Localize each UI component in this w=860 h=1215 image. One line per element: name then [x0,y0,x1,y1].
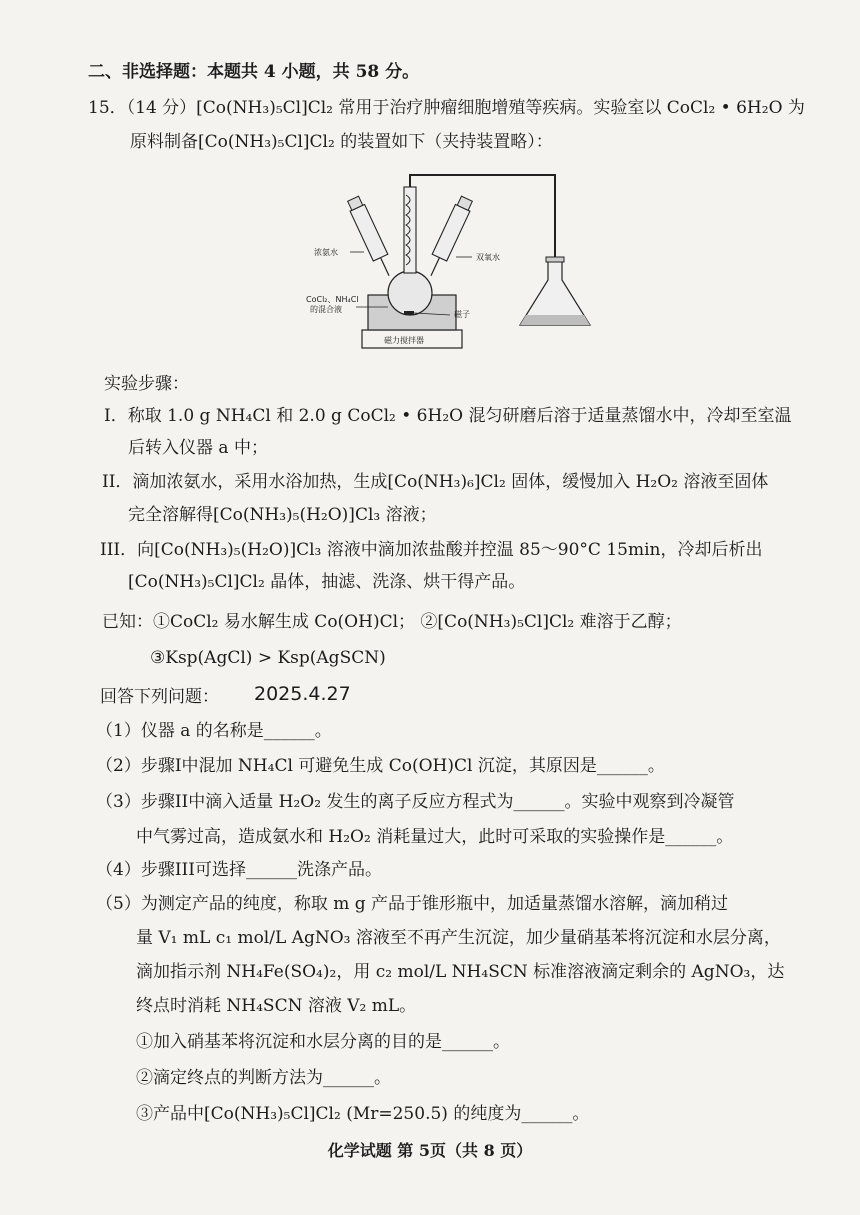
subquestion-5-part-2: ②滴定终点的判断方法为______。 [136,1068,391,1088]
step-1-line-2: 后转入仪器 a 中； [128,438,268,458]
subquestion-5-part-1: ①加入硝基苯将沉淀和水层分离的目的是______。 [136,1032,510,1052]
question-15-line-2: 原料制备[Co(NH₃)₅Cl]Cl₂ 的装置如下（夹持装置略）： [130,132,553,152]
known-line-2: ③Ksp(AgCl) > Ksp(AgSCN) [150,648,386,668]
right-dropping-funnel [424,195,474,279]
step-3-line-1: III．向[Co(NH₃)₅(H₂O)]Cl₃ 溶液中滴加浓盐酸并控温 85～90°C 15min，冷却后析出 [100,540,763,560]
subquestion-3-line-1: （3）步骤II中滴入适量 H₂O₂ 发生的离子反应方程式为______。实验中观察到冷凝管 [96,792,735,812]
stir-bar [404,311,414,315]
condenser [404,187,416,273]
section-header: 二、非选择题：本题共 4 小题，共 58 分。 [88,62,420,82]
handwritten-date: 2025.4.27 [254,683,351,705]
subquestion-5-part-3: ③产品中[Co(NH₃)₅Cl]Cl₂ (Mr=250.5) 的纯度为______。 [136,1104,590,1124]
conical-flask [520,257,590,325]
step-1-line-1: I．称取 1.0 g NH₄Cl 和 2.0 g CoCl₂ • 6H₂O 混匀研磨后溶于适量蒸馏水中，冷却至室温 [104,406,792,426]
steps-title: 实验步骤： [104,374,189,394]
answer-prompt: 回答下列问题： [100,687,219,707]
label-mixture-1: CoCl₂、NH₄Cl [306,295,359,304]
subquestion-5-line-4: 终点时消耗 NH₄SCN 溶液 V₂ mL。 [136,996,417,1016]
subquestion-5-line-1: （5）为测定产品的纯度，称取 m g 产品于锥形瓶中，加适量蒸馏水溶解，滴加稍过 [96,894,729,914]
question-15-line-1: 15．（14 分）[Co(NH₃)₅Cl]Cl₂ 常用于治疗肿瘤细胞增殖等疾病。实验室以 CoCl₂ • 6H₂O 为 [88,98,805,118]
label-mixture-2: 的混合液 [310,305,342,314]
page-footer: 化学试题 第 5页（共 8 页） [327,1141,533,1160]
subquestion-3-line-2: 中气雾过高，造成氨水和 H₂O₂ 消耗量过大，此时可采取的实验操作是______。 [136,827,734,847]
step-2-line-1: II．滴加浓氨水，采用水浴加热，生成[Co(NH₃)₆]Cl₂ 固体，缓慢加入 H₂O₂ 溶液至固体 [102,472,769,492]
subquestion-2: （2）步骤I中混加 NH₄Cl 可避免生成 Co(OH)Cl 沉淀，其原因是______。 [96,756,665,776]
gas-tube [410,175,555,260]
step-2-line-2: 完全溶解得[Co(NH₃)₅(H₂O)]Cl₃ 溶液； [128,505,437,525]
subquestion-1: （1）仪器 a 的名称是______。 [96,721,332,741]
known-line-1: 已知：①CoCl₂ 易水解生成 Co(OH)Cl； ②[Co(NH₃)₅Cl]Cl₂ 难溶于乙醇； [102,612,682,632]
subquestion-5-line-2: 量 V₁ mL c₁ mol/L AgNO₃ 溶液至不再产生沉淀，加少量硝基苯将沉淀和水层分离， [136,928,781,948]
subquestion-5-line-3: 滴加指示剂 NH₄Fe(SO₄)₂，用 c₂ mol/L NH₄SCN 标准溶液滴定剩余的 AgNO₃，达 [136,962,785,982]
label-stir-bar: 磁子 [454,310,470,319]
subquestion-4: （4）步骤III可选择______洗涤产品。 [96,860,382,880]
three-neck-flask [388,271,432,315]
label-peroxide: 双氧水 [476,253,500,262]
left-dropping-funnel [346,195,396,279]
apparatus-figure [300,165,670,365]
label-ammonia: 浓氨水 [314,248,338,257]
stirrer-label: 磁力搅拌器 [384,336,424,345]
step-3-line-2: [Co(NH₃)₅Cl]Cl₂ 晶体，抽滤、洗涤、烘干得产品。 [128,572,526,592]
